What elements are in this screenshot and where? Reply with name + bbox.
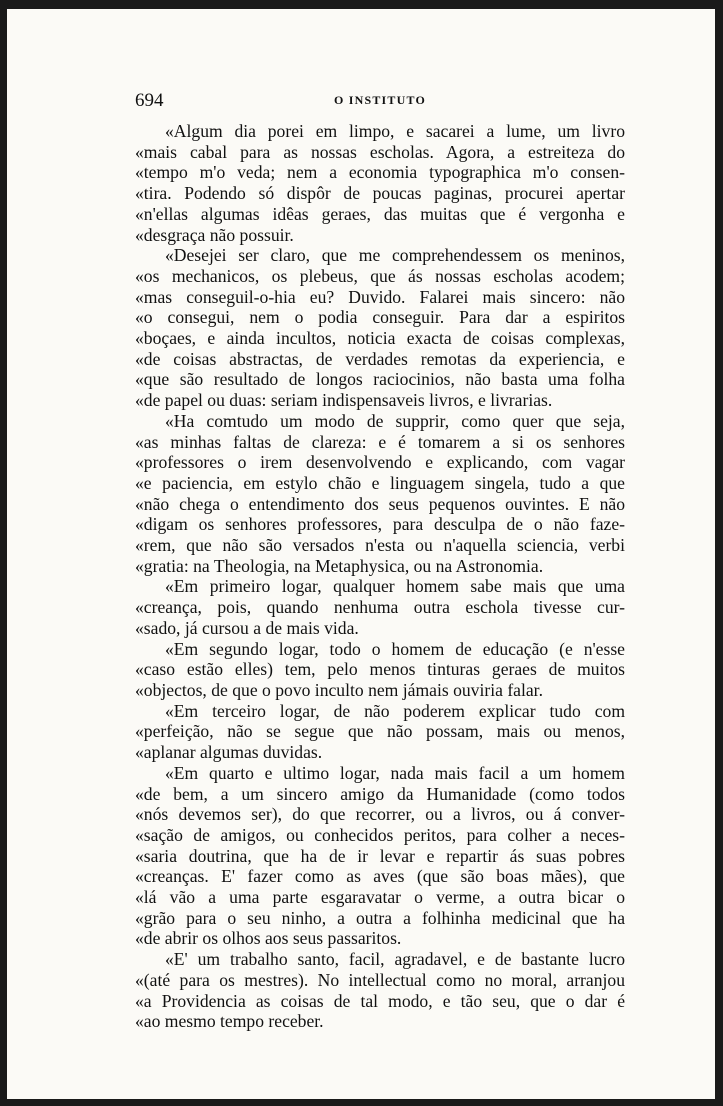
text-line: «Em terceiro logar, de não poderem explicar tudo com (165, 700, 625, 721)
text-line: «e paciencia, em estylo chão e linguagem singela, tudo a que (135, 472, 625, 493)
text-line: «E' um trabalho santo, facil, agradavel, e de bastante lucro (165, 949, 625, 970)
text-line: «lá vão a uma parte esgaravatar o verme, a outra bicar o (135, 887, 625, 908)
text-line: «n'ellas algumas idêas geraes, das muitas que é vergonha e (135, 203, 625, 224)
text-line: «Algum dia porei em limpo, e sacarei a lume, um livro (165, 121, 625, 141)
body-text (135, 121, 625, 1032)
text-line: «digam os senhores professores, para desculpa de o não faze- (135, 514, 625, 535)
text-line: «aplanar algumas duvidas. (135, 742, 323, 763)
running-head: O INSTITUTO (333, 93, 426, 107)
text-line: «creanças. E' fazer como as aves (que são boas mães), que (135, 866, 625, 887)
text-line: «rem, que não são versados n'esta ou n'aquella sciencia, verbi (135, 535, 625, 556)
text-line: «creança, pois, quando nenhuma outra eschola tivesse cur- (135, 597, 625, 618)
page-number: 694 (135, 90, 164, 111)
text-line: «sação de amigos, ou conhecidos peritos, para colher a neces- (135, 824, 625, 845)
text-line: «Ha comtudo um modo de supprir, como quer que seja, (165, 410, 625, 431)
text-line: «desgraça não possuir. (135, 224, 294, 245)
text-line: «de bem, a um sincero amigo da Humanidade (como todos (135, 783, 625, 804)
text-line: «de papel ou duas: seriam indispensaveis livros, e livrarias. (135, 390, 553, 411)
text-line: «a Providencia as coisas de tal modo, e tão seu, que o dar é (135, 990, 625, 1011)
text-line: «nós devemos ser), do que recorrer, ou a livros, ou á conver- (135, 804, 625, 825)
text-line: «mas conseguil-o-hia eu? Duvido. Falarei mais sincero: não (135, 286, 625, 307)
text-line: «os mechanicos, os plebeus, que ás nossas escholas acodem; (135, 265, 625, 286)
text-line: «tira. Podendo só dispôr de poucas paginas, procurei apertar (135, 183, 625, 204)
text-line: «grão para o seu ninho, a outra a folhinha medicinal que ha (135, 907, 625, 928)
text-line: «(até para os mestres). No intellectual como no moral, arranjou (135, 969, 625, 990)
text-line: «tempo m'o veda; nem a economia typographica m'o consen- (135, 162, 625, 183)
text-line: «gratia: na Theologia, na Metaphysica, ou na Astronomia. (135, 555, 544, 576)
text-line: «as minhas faltas de clareza: e é tomarem a si os senhores (135, 431, 625, 452)
text-line: «Em primeiro logar, qualquer homem sabe mais que uma (165, 576, 625, 597)
text-line: «objectos, de que o povo inculto nem jámais ouviria falar. (135, 679, 543, 700)
text-line: «saria doutrina, que ha de ir levar e repartir ás suas pobres (135, 845, 625, 866)
text-line: «mais cabal para as nossas escholas. Agora, a estreiteza do (135, 141, 625, 162)
text-line: «professores o irem desenvolvendo e explicando, com vagar (135, 452, 625, 473)
text-line: «de coisas abstractas, de verdades remotas da experiencia, e (135, 348, 625, 369)
text-line: «Em quarto e ultimo logar, nada mais facil a um homem (165, 762, 625, 783)
text-line: «não chega o entendimento dos seus pequenos ouvintes. E não (135, 493, 625, 514)
text-line: «Desejei ser claro, que me comprehendessem os meninos, (165, 245, 625, 266)
text-line: «ao mesmo tempo receber. (135, 1011, 324, 1032)
text-line: «de abrir os olhos aos seus passaritos. (135, 928, 402, 949)
text-line: «boçaes, e ainda incultos, noticia exacta de coisas complexas, (135, 328, 625, 349)
text-line: «Em segundo logar, todo o homem de educação (e n'esse (165, 638, 625, 659)
text-line: «o consegui, nem o podia conseguir. Para dar a espiritos (135, 307, 625, 328)
text-line: «que são resultado de longos raciocinios, não basta uma folha (135, 369, 625, 390)
text-line: «perfeição, não se segue que não possam, mais ou menos, (135, 721, 625, 742)
page-header (135, 90, 625, 116)
text-line: «caso estão elles) tem, pelo menos tinturas geraes de muitos (135, 659, 625, 680)
text-line: «sado, já cursou a de mais vida. (135, 617, 359, 638)
